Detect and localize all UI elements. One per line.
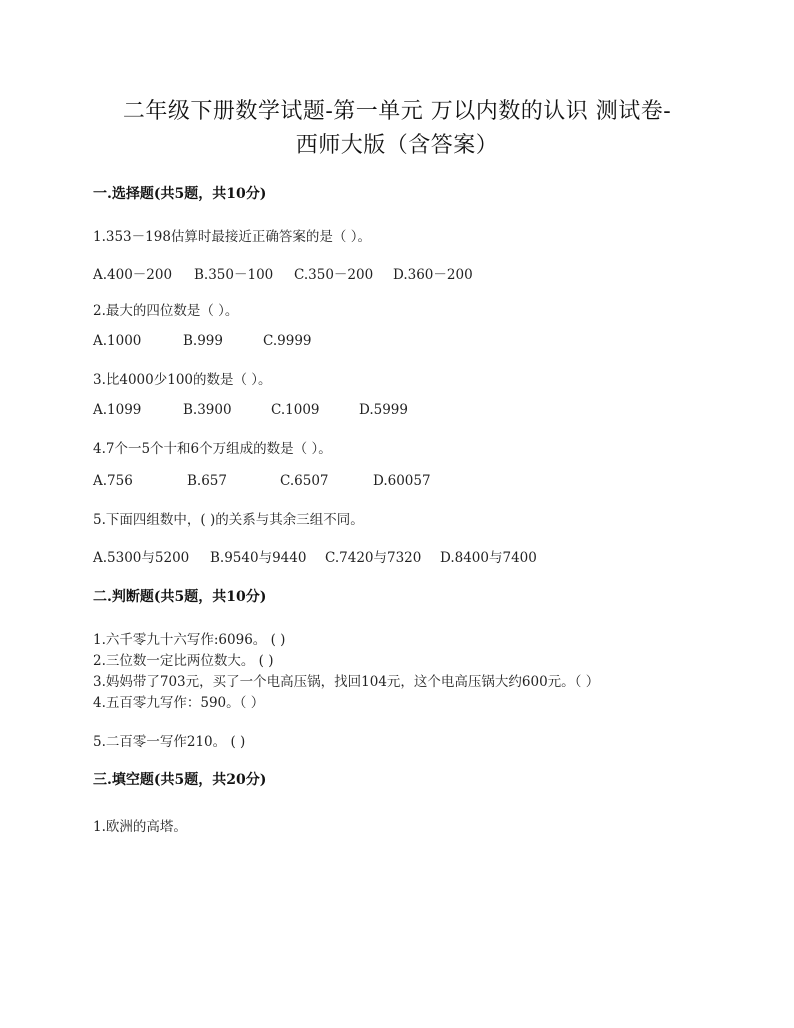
judgement-item-4: 4.五百零九写作：590。（ ） xyxy=(93,695,265,711)
option-c: C.350－200 xyxy=(294,267,374,283)
option-d: D.60057 xyxy=(373,473,431,489)
option-b: B.999 xyxy=(183,333,223,349)
question-4: 4.7个一5个十和6个万组成的数是（ ）。 xyxy=(93,441,332,457)
section-heading-choice: 一.选择题(共5题，共10分) xyxy=(93,186,267,202)
option-b: B.3900 xyxy=(183,402,232,418)
question-2: 2.最大的四位数是（ ）。 xyxy=(93,303,239,319)
option-a: A.5300与5200 xyxy=(93,550,190,566)
fill-blank-item-1: 1.欧洲的高塔。 xyxy=(93,819,187,835)
question-5: 5.下面四组数中，( )的关系与其余三组不同。 xyxy=(93,512,364,528)
option-b: B.9540与9440 xyxy=(210,550,307,566)
question-3: 3.比4000少100的数是（ ）。 xyxy=(93,372,272,388)
page-title-line-2: 西师大版（含答案） xyxy=(295,133,499,158)
judgement-item-2: 2.三位数一定比两位数大。 ( ) xyxy=(93,653,274,669)
option-b: B.350－100 xyxy=(194,267,274,283)
option-d: D.5999 xyxy=(359,402,408,418)
option-d: D.360－200 xyxy=(393,267,473,283)
question-1: 1.353－198估算时最接近正确答案的是（ ）。 xyxy=(93,229,371,245)
option-a: A.400－200 xyxy=(93,267,173,283)
option-c: C.1009 xyxy=(271,402,320,418)
judgement-item-1: 1.六千零九十六写作:6096。 ( ) xyxy=(93,632,286,648)
option-c: C.9999 xyxy=(263,333,312,349)
option-c: C.6507 xyxy=(280,473,329,489)
judgement-item-5: 5.二百零一写作210。 ( ) xyxy=(93,734,246,750)
option-c: C.7420与7320 xyxy=(325,550,422,566)
option-a: A.1099 xyxy=(93,402,142,418)
option-b: B.657 xyxy=(187,473,227,489)
option-a: A.1000 xyxy=(93,333,142,349)
section-heading-fill-blank: 三.填空题(共5题，共20分) xyxy=(93,772,267,788)
option-d: D.8400与7400 xyxy=(440,550,537,566)
section-heading-judgement: 二.判断题(共5题，共10分) xyxy=(93,589,267,605)
page-title-line-1: 二年级下册数学试题-第一单元 万以内数的认识 测试卷- xyxy=(122,99,672,124)
judgement-item-3: 3.妈妈带了703元，买了一个电高压锅，找回104元，这个电高压锅大约600元。（ ） xyxy=(93,674,600,690)
option-a: A.756 xyxy=(93,473,133,489)
